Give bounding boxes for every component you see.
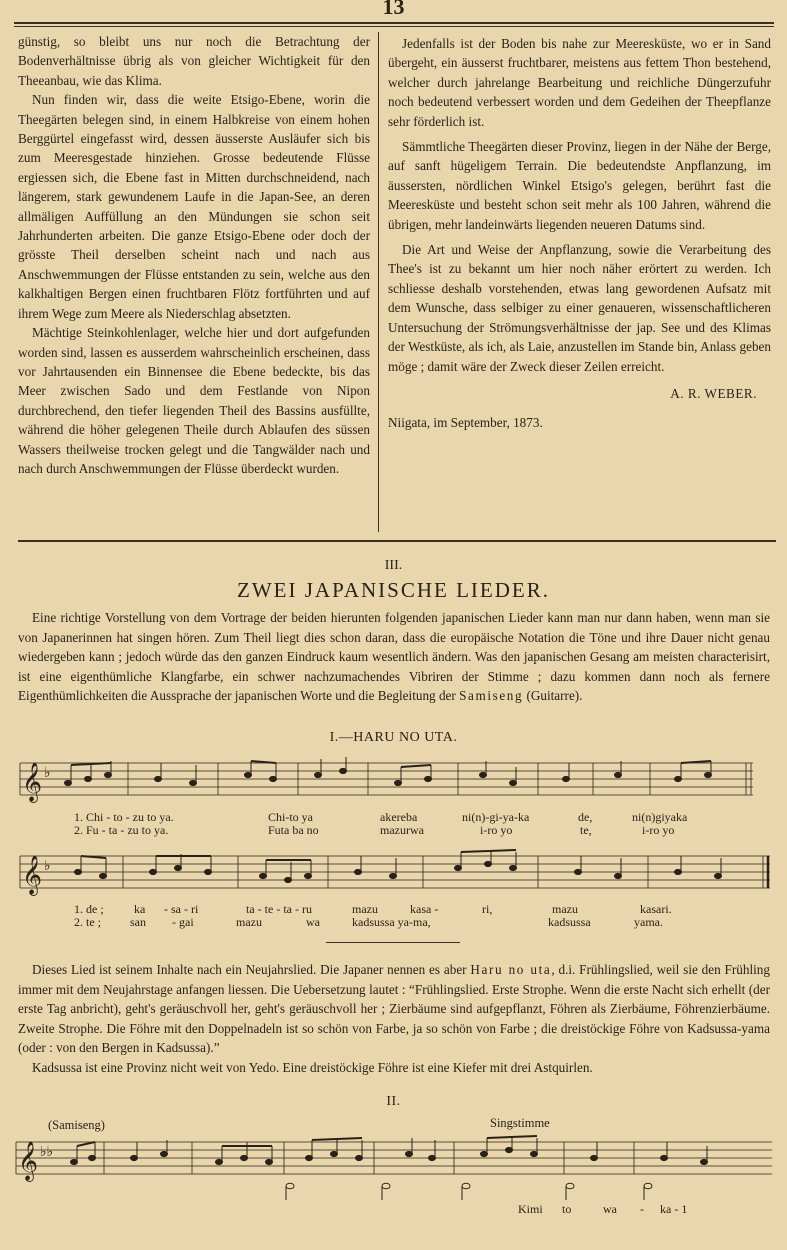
song1-title: I.—HARU NO UTA. — [329, 730, 458, 745]
page-number: 13 — [382, 0, 405, 19]
song2-lyric: wa — [603, 1202, 617, 1216]
description-text: Dieses Lied ist seinem Inhalte nach ein Neujahrslied. Die Japaner nennen es aber — [32, 962, 471, 977]
lyrics-verse-2: kadsussa — [548, 915, 591, 929]
lyrics-verse-1: ni(n)giyaka — [632, 810, 688, 824]
lyrics-verse-1: 1. Chi - to - zu to ya. — [74, 810, 174, 824]
lyrics-verse-2: i-ro yo — [642, 823, 675, 837]
description-text: , d.i. Frühlingslied, weil sie den Frühling immer mit dem Neujahrstage anfangen liessen. Die Uebersetzung lautet : “Frühlingslied. Erste Strophe. Wenn die erste Nacht sich erhellt (der erste Tag anbricht), geht's geräuschvoll her, geht's geräuschvoll her ; Zierbäume sind aufgepflanzt, Föhren als Zierbäume, Föhrenzierbäume. Zweite Strophe. Die Föhre mit den Doppelnadeln ist so schön von Farbe, ja so schön von Farbe ; die dreistöckige Föhre von Kadsussa-yama (oder : von den Bergen in Kadsussa).” — [18, 962, 770, 1056]
song1-note: Kadsussa ist eine Provinz nicht weit von Yedo. Eine dreistöckige Föhre ist eine Kiefer mit drei Astquirlen. — [32, 1060, 593, 1075]
intro-paragraph — [18, 608, 770, 706]
music-staff-3 — [14, 1134, 774, 1204]
svg-text:𝄞: 𝄞 — [22, 855, 43, 895]
svg-text:𝄞: 𝄞 — [18, 1141, 39, 1181]
author-signature: A. R. WEBER. — [670, 385, 757, 401]
lyrics-verse-2: i-ro yo — [480, 823, 513, 837]
svg-text:♭: ♭ — [44, 858, 51, 874]
section-title: ZWEI JAPANISCHE LIEDER. — [237, 578, 550, 602]
lyrics-verse-1: 1. de ; — [74, 902, 104, 916]
song2-lyric: to — [562, 1202, 572, 1216]
lyrics-verse-1: ka — [134, 902, 146, 916]
song-divider — [326, 942, 460, 943]
lyrics-verse-2: Futa ba no — [268, 823, 319, 837]
lyrics-verse-1: - sa - ri — [164, 902, 199, 916]
section-rule — [18, 540, 776, 542]
lyrics-verse-2: 2. te ; — [74, 915, 101, 929]
svg-text:𝄞: 𝄞 — [22, 762, 43, 802]
lyrics-verse-1: mazu — [352, 902, 378, 916]
lyrics-verse-2: mazu — [236, 915, 262, 929]
lyrics-verse-2: te, — [580, 823, 592, 837]
lyrics-verse-2: san — [130, 915, 146, 929]
dateline: Niigata, im September, 1873. — [388, 415, 543, 431]
song1-description — [18, 960, 770, 1058]
singstimme-label: Singstimme — [490, 1116, 550, 1130]
music-staff-2 — [18, 848, 773, 898]
lyrics-verse-1: de, — [578, 810, 593, 824]
right-column — [388, 34, 771, 433]
intro-text-emphasis: Samiseng — [459, 688, 524, 704]
lyrics-verse-1: ri, — [482, 902, 493, 916]
header-rule — [14, 22, 774, 24]
lyrics-verse-1: Chi-to ya — [268, 810, 313, 824]
header-rule-thin — [14, 26, 774, 27]
left-column — [18, 32, 370, 478]
paragraph: Mächtige Steinkohlenlager, welche hier und dort aufgefunden worden sind, lassen es ausserdem wahrscheinlich erscheinen, dass vor Jahrtausenden ein Binnensee die Ebene bedeckte, bis das Meer zwischen Sado und dem Festlande von Nipon durchbrechend, den tiefer liegenden Theil des Bassins ausfüllte, während die höher gelegenen Theile durch Ablaufen des süssen Wassers theilweise trocken gelegt und die Tangwälder nach und nach durch Anschwemmungen der Flüsse überdeckt wurden. — [18, 325, 370, 476]
intro-text: (Guitarre). — [523, 688, 583, 704]
paragraph: Jedenfalls ist der Boden bis nahe zur Meeresküste, wo er in Sand übergeht, ein äusserst fruchtbarer, meistens aus fettem Thon bestehend, welcher durch jahrelange Bearbeitung und reichliche Düngerzufuhr noch bedeutend verbessert worden und dem Gedeihen der Theepflanze sehr förderlich ist. — [388, 36, 771, 129]
paragraph: Die Art und Weise der Anpflanzung, sowie die Verarbeitung des Thee's ist zu bekannt um hier noch näher erörtert zu werden. Ich schliesse deshalb vorstehenden, etwas lang gewordenen Aufsatz mit dem Wunsche, dass selbiger zu einer genaueren, wissenschaftlicheren Untersuchung der Strömungsverhältnisse der jap. See und des Klimas der Westküste, als ich, als Laie, anzustellen im Stande bin, Anlass geben möge ; damit wäre der Zweck dieser Zeilen erreicht. — [388, 242, 771, 374]
lyrics-verse-2: mazurwa — [380, 823, 424, 837]
song2-number: II. — [386, 1094, 401, 1109]
lyrics-verse-1: mazu — [552, 902, 578, 916]
song2-lyric: Kimi — [518, 1202, 543, 1216]
lyrics-verse-1: ta - te - ta - ru — [246, 902, 312, 916]
lyrics-verse-1: ni(n)-gi-ya-ka — [462, 810, 530, 824]
samiseng-label: (Samiseng) — [48, 1118, 105, 1132]
song2-lyric: ka - 1 — [660, 1202, 688, 1216]
lyrics-verse-2: wa — [306, 915, 320, 929]
lyrics-verse-1: akereba — [380, 810, 418, 824]
paragraph: Sämmtliche Theegärten dieser Provinz, liegen in der Nähe der Berge, auf sanft hügeligem Terrain. Die bedeutendste Anpflanzung, im äussersten, nördlichen Winkel Etsigo's gelegen, berührt fast die Meeresküste und besteht schon seit mehr als 100 Jahren, während die übrigen, mehr landeinwärts liegenden neueren Datums sind. — [388, 139, 771, 232]
lyrics-verse-2: 2. Fu - ta - zu to ya. — [74, 823, 169, 837]
paragraph: Nun finden wir, dass die weite Etsigo-Ebene, worin die Theegärten belegen sind, in einem Halbkreise von einem hohen Berggürtel eingefasst wird, dessen äusserste Ausläufer sich bis zum Meeresgestade hinziehen. Grosse bedeutende Flüsse ergiessen sich, die Ebene fast in Mitten durchschneidend, nach längerem, stark gewundenem Laufe in die Japan-See, an deren allmäligen Auffüllung an den Mündungen sie schon seit Jahrhunderten arbeiten. Die ganze Etsigo-Ebene oder doch der grösste Theil derselben scheint nach und nach aus Anschwemmungen der Flüsse entstanden zu sein, welche aus den kalkhaltigen Bergen einen fruchtbaren Flötz fortführten und auf ihrem Wege zum Meere als Niederschlag absetzten. — [18, 92, 370, 321]
lyrics-verse-1: kasari. — [640, 902, 672, 916]
intro-text: Eine richtige Vorstellung von dem Vortrage der beiden hierunten folgenden japanischen Lieder kann man nur dann haben, wenn man sie von Japanerinnen hat singen hören. Zum Theil liegt dies schon daran, dass die europäische Notation die Töne und ihre Dauer nicht genau wiedergeben kann ; jedoch würde das den ganzen Eindruck kaum wesentlich ändern. Was den japanischen Gesang am meisten characterisirt, ist eine eigenthümliche Klangfarbe, ein schwer nachzumachendes Vibriren der Stimme ; dazu kommen dann noch als fernere Eigenthümlichkeiten die Aussprache der japanischen Worte und die Begleitung der — [18, 610, 770, 704]
lyrics-verse-2: yama. — [634, 915, 663, 929]
lyrics-verse-1: kasa - — [410, 902, 439, 916]
lyrics-verse-2: - gai — [172, 915, 194, 929]
svg-text:♭♭: ♭♭ — [40, 1144, 54, 1160]
lyrics-verse-2: kadsussa ya-ma, — [352, 915, 431, 929]
song2-lyric: - — [640, 1202, 644, 1216]
paragraph: günstig, so bleibt uns nur noch die Betrachtung der Bodenverhältnisse übrig als von gleicher Wichtigkeit für den Theeanbau, wie das Klima. — [18, 34, 370, 88]
column-divider — [378, 32, 379, 532]
section-number: III. — [384, 558, 403, 573]
svg-text:♭: ♭ — [44, 765, 51, 781]
description-text-emphasis: Haru no uta — [470, 962, 552, 977]
music-staff-1 — [18, 755, 773, 805]
